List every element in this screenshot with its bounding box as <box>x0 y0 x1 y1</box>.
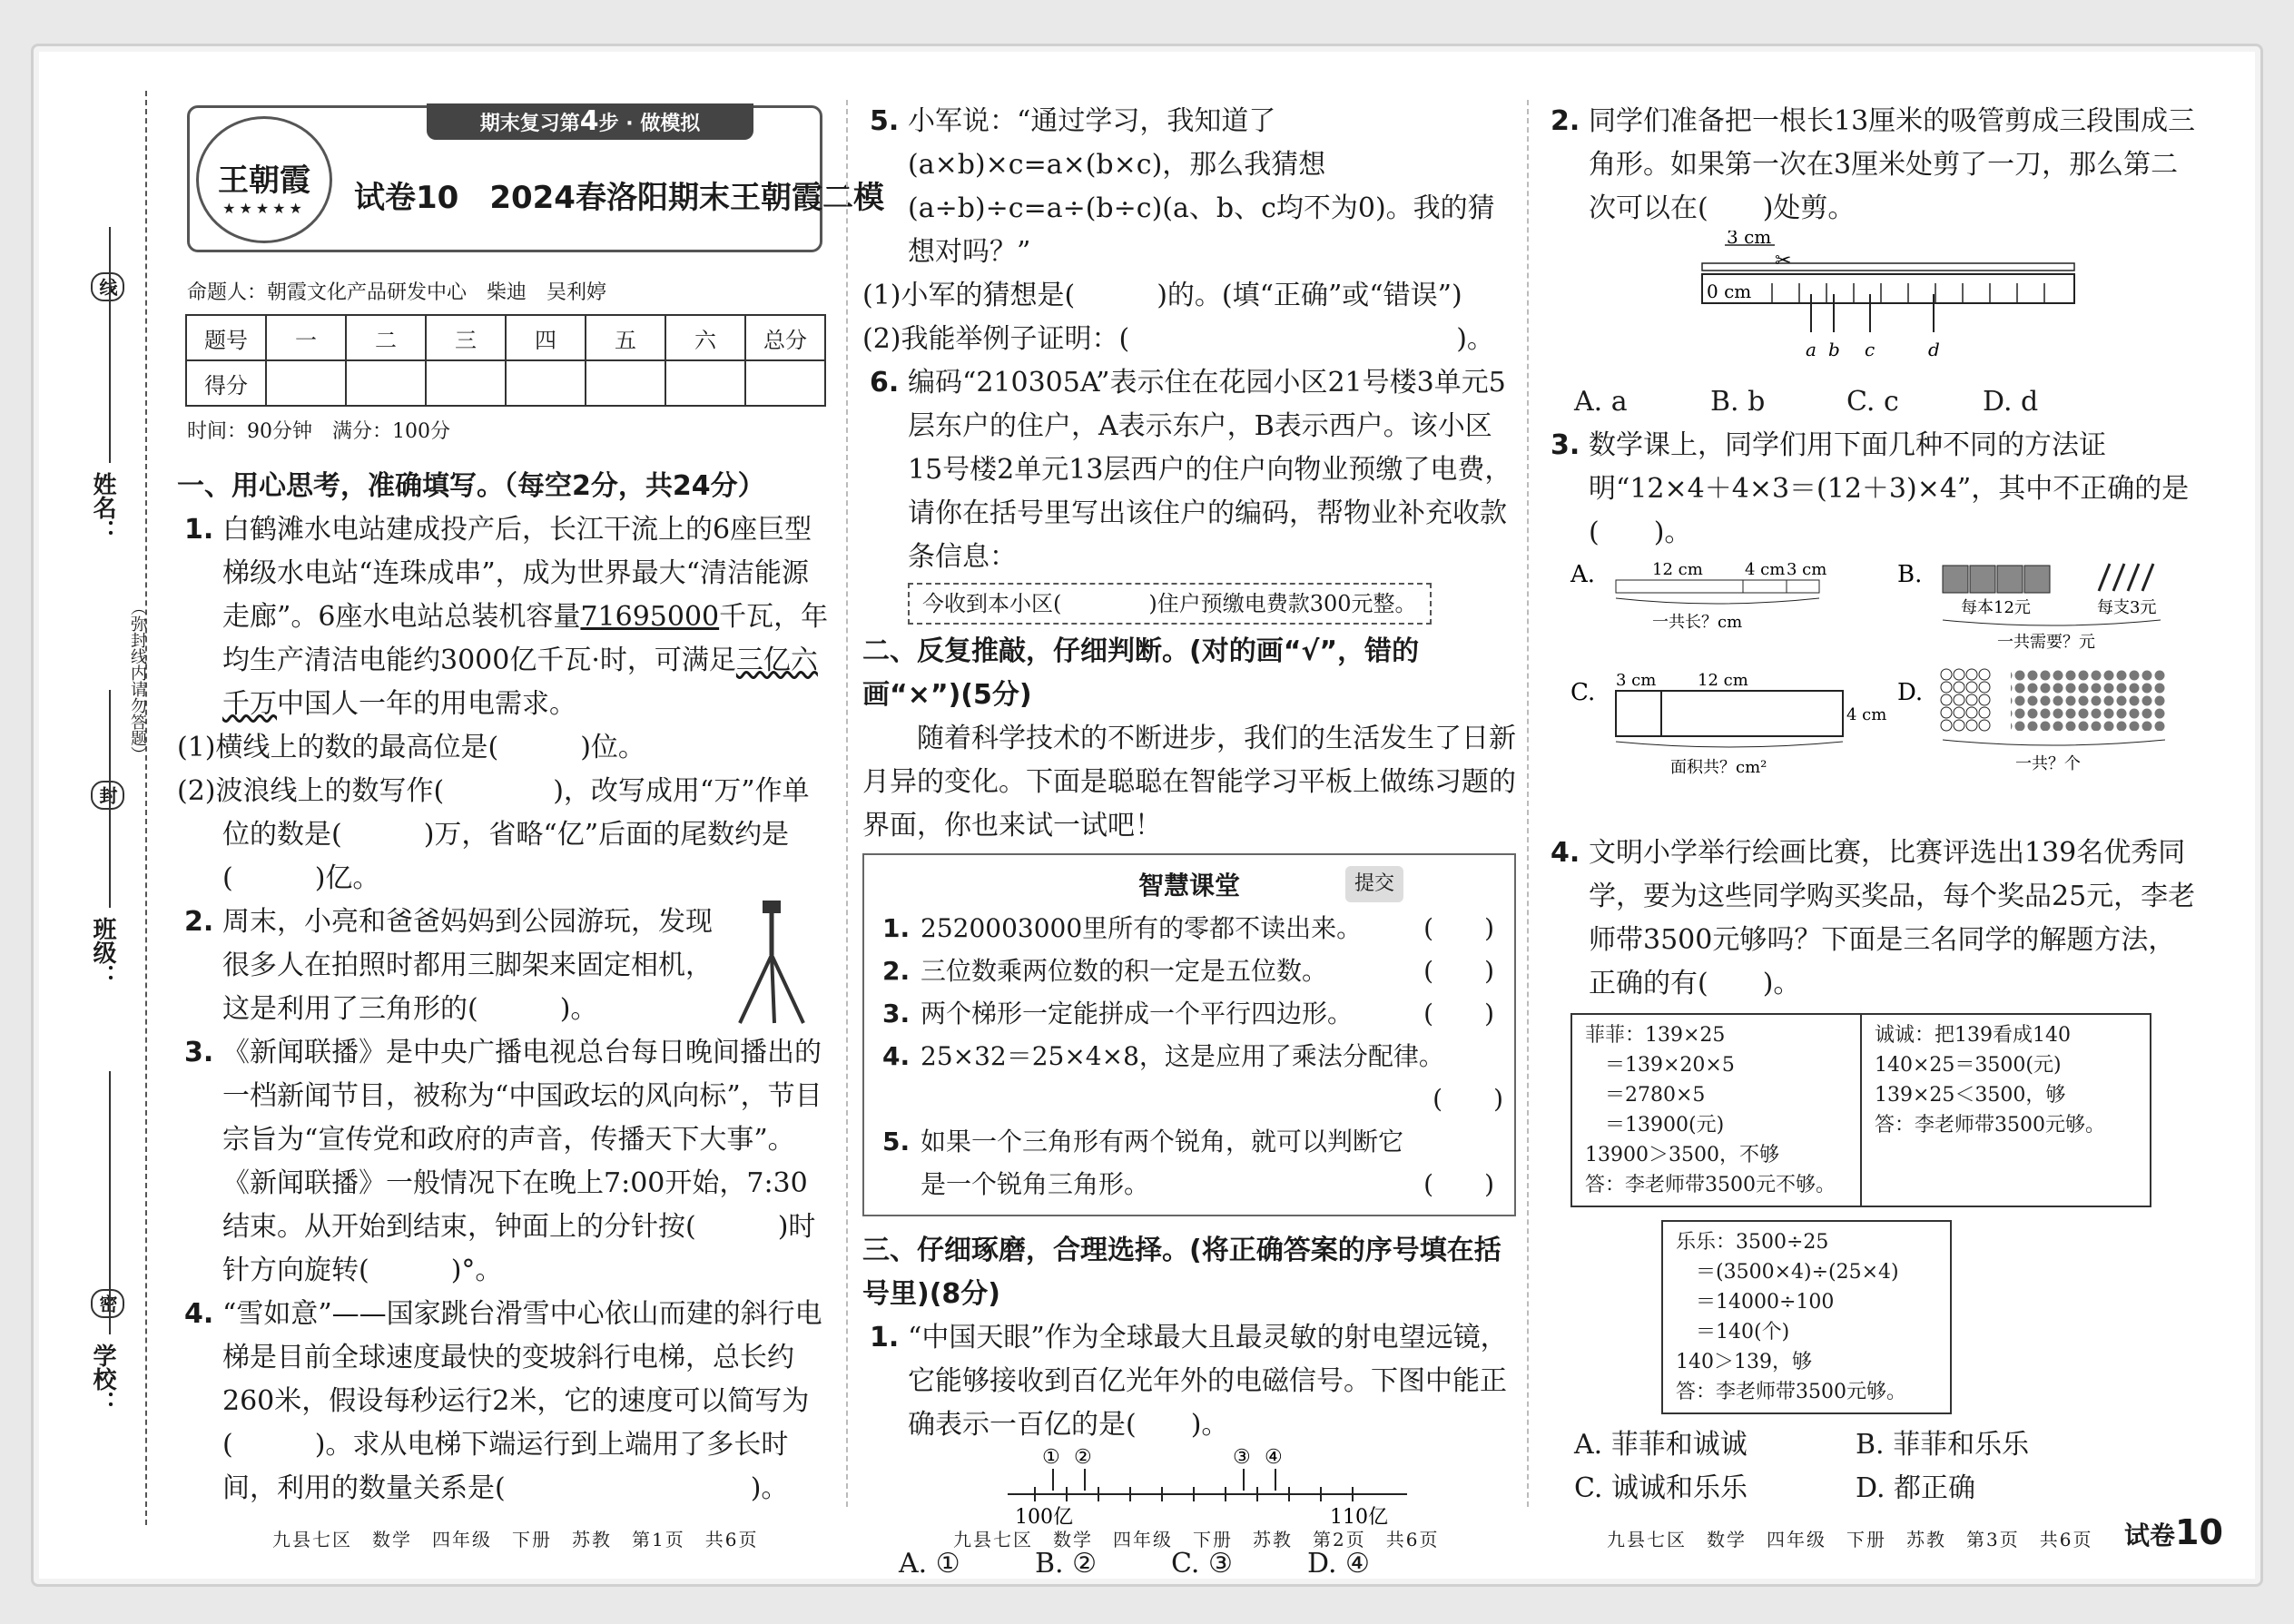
tripod-image <box>722 901 822 1028</box>
time-line: 时间：90分钟 满分：100分 <box>187 420 450 443</box>
section-1-heading: 一、用心思考，准确填写。（每空2分，共24分） <box>177 470 765 502</box>
solution-line: 诚诚：把139看成140 <box>1875 1024 2071 1047</box>
ruler-diagram <box>1616 231 2269 367</box>
nl-right-label: 110亿 <box>1330 1506 1388 1529</box>
score-cell[interactable] <box>745 360 825 406</box>
receipt-box: 今收到本小区( )住户预缴电费款300元整。 <box>908 583 1432 625</box>
footer-page-1: 九县七区 数学 四年级 下册 苏教 第1页 共6页 <box>272 1529 759 1550</box>
question-3-3: 3. 数学课上，同学们用下面几种不同的方法证明“12×4＋4×3＝(12＋3)×4”，其中不正确的是( )。 <box>1551 429 2190 548</box>
solution-line: ＝139×20×5 <box>1585 1054 1735 1077</box>
q6-text: 编码“210305A”表示住在花园小区21号楼3单元5层东户的住户，A表示东户，B表示西户。该小区15号楼2单元13层西户的住户向物业预缴了电费，请你在括号里写出该住户的编码，帮物业补充收款条信息： <box>908 367 1512 573</box>
judge-text: 25×32＝25×4×8，这是应用了乘法分配律。 <box>921 1041 1444 1071</box>
nl-mark: ④ <box>1265 1447 1283 1469</box>
q1-underlined-number: 71695000 <box>580 601 720 633</box>
solution-line: 乐乐：3500÷25 <box>1676 1231 1829 1254</box>
column-divider <box>846 100 848 1507</box>
logo-emblem <box>196 116 332 243</box>
solution-feifei <box>1570 1013 1861 1207</box>
nl-left-label: 100亿 <box>1015 1506 1073 1529</box>
paper-tag-prefix: 试卷 <box>2124 1521 2176 1550</box>
solution-line: 答：李老师带3500元够。 <box>1676 1381 1906 1403</box>
q3-1-text: “中国天眼”作为全球最大且最灵敏的射电望远镜，它能够接收到百亿光年外的电磁信号。下图中能正确表示一百亿的是( )。 <box>908 1322 1508 1441</box>
paper-tag <box>2124 1512 2223 1552</box>
school-field[interactable] <box>109 1071 111 1334</box>
q3-3-text: 数学课上，同学们用下面几种不同的方法证明“12×4＋4×3＝(12＋3)×4”，其中不正确的是( )。 <box>1589 429 2190 548</box>
score-table-header <box>186 315 825 360</box>
question-1-1-part2: (2)波浪线上的数写作( )，改写成用“万”作单位的数是( )万，省略“亿”后面的尾数约是( )亿。 <box>177 775 810 894</box>
option-b[interactable]: B. b <box>1710 386 1766 418</box>
ruler-mark: b <box>1828 339 1840 360</box>
solution-line: ＝(3500×4)÷(25×4) <box>1676 1261 1899 1284</box>
answer-paren[interactable]: ( ) <box>1423 999 1494 1029</box>
solution-line: 139×25＜3500，够 <box>1875 1084 2066 1107</box>
section-2-intro: 随着科学技术的不断进步，我们的生活发生了日新月异的变化。下面是聪聪在智能学习平板上做练习题的界面，你也来试一试吧！ <box>862 723 1516 842</box>
fig-c-label: 12 cm <box>1698 671 1748 690</box>
judge-item: 3. 两个梯形一定能拼成一个平行四边形。 ( ) <box>875 992 1503 1035</box>
score-header-cell: 六 <box>665 315 745 360</box>
question-1-3: 3. 《新闻联播》是中央广播电视总台每日晚间播出的一档新闻节目，被称为“中国政坛的风向标”，节目宗旨为“宣传党和政府的声音，传播天下大事”。《新闻联播》一般情况下在晚上7:00开始，7:30结束。从开始到结束，钟面上的分针按( )时针方向旋转( )°。 <box>184 1037 822 1286</box>
seal-mark-line: 线 <box>91 272 124 301</box>
option-a[interactable]: A. ① <box>899 1548 960 1580</box>
q3-text: 《新闻联播》是中央广播电视总台每日晚间播出的一档新闻节目，被称为“中国政坛的风向标”，节目宗旨为“宣传党和政府的声音，传播天下大事”。《新闻联播》一般情况下在晚上7:00开始，7:30结束。从开始到结束，钟面上的分针按( )时针方向旋转( )°。 <box>222 1037 822 1286</box>
section-3-heading: 三、仔细琢磨，合理选择。(将正确答案的序号填在括号里)(8分) <box>862 1235 1501 1310</box>
score-header-cell: 二 <box>346 315 426 360</box>
fig-c-label: 3 cm <box>1616 671 1657 690</box>
question-1-1-part1: (1)横线上的数的最高位是( )位。 <box>177 732 645 763</box>
footer-page-2: 九县七区 数学 四年级 下册 苏教 第2页 共6页 <box>953 1529 1440 1550</box>
solution-lele <box>1661 1220 1952 1414</box>
paper-tag-num: 10 <box>2175 1512 2223 1552</box>
judge-item: 2. 三位数乘两位数的积一定是五位数。 ( ) <box>875 950 1503 992</box>
column-divider <box>1527 100 1529 1507</box>
q3-4-options <box>1543 1423 2197 1511</box>
score-header-cell: 五 <box>586 315 665 360</box>
school-label: 学校： <box>89 1343 116 1414</box>
q1-text-a: 白鹤滩水电站建成投产后，长江干流上的6座巨型梯级水电站“连珠成串”，成为世界最大“清洁能源走廊”。6座水电站总装机容量 <box>222 514 812 633</box>
solution-chengcheng <box>1861 1013 2151 1207</box>
fig-b-caption: 一共需要？元 <box>1997 633 2095 652</box>
nl-mark: ① <box>1042 1447 1060 1469</box>
score-header-cell: 三 <box>426 315 506 360</box>
judge-item: 5. 如果一个三角形有两个锐角，就可以判断它是一个锐角三角形。 ( ) <box>875 1120 1503 1206</box>
method-figures <box>1543 555 2197 818</box>
step-prefix: 期末复习第 <box>479 113 580 135</box>
seal-mark-secret: 密 <box>91 1289 124 1318</box>
author-line: 命题人：朝霞文化产品研发中心 柴迪 吴利婷 <box>187 281 607 304</box>
answer-paren[interactable]: ( ) <box>1423 956 1494 986</box>
logo-stars: ★★★★★ <box>222 200 306 217</box>
fig-c-label: 4 cm <box>1846 705 1887 724</box>
solution-line: 140＞139，够 <box>1676 1351 1812 1373</box>
score-header-cell: 题号 <box>186 315 266 360</box>
solution-line: 13900＞3500，不够 <box>1585 1144 1779 1166</box>
option-d[interactable]: D. ④ <box>1307 1548 1370 1580</box>
score-table-row <box>186 360 825 406</box>
option-c[interactable]: C. 诚诚和乐乐 <box>1574 1472 1748 1504</box>
q5-text: 小军说：“通过学习，我知道了(a×b)×c=a×(b×c)，那么我猜想(a÷b)÷c=a÷(b÷c)(a、b、c均不为0)。我的猜想对吗？” <box>908 105 1495 268</box>
option-c[interactable]: C. c <box>1846 386 1899 418</box>
question-3-4: 4. 文明小学举行绘画比赛，比赛评选出139名优秀同学，要为这些同学购买奖品，每个奖品25元，李老师带3500元够吗？下面是三名同学的解题方法，正确的有( )。 <box>1551 837 2196 999</box>
q4-text: “雪如意”——国家跳台滑雪中心依山而建的斜行电梯是目前全球速度最快的变坡斜行电梯，总长约260米，假设每秒运行2米，它的速度可以简写为( )。求从电梯下端运行到上端用了多长时间，利用的数量关系是( )。 <box>222 1298 822 1504</box>
q3-4-text: 文明小学举行绘画比赛，比赛评选出139名优秀同学，要为这些同学购买奖品，每个奖品25元，李老师带3500元够吗？下面是三名同学的解题方法，正确的有( )。 <box>1589 837 2196 999</box>
solution-line: 答：李老师带3500元够。 <box>1875 1114 2105 1137</box>
fig-a-caption: 一共长？cm <box>1652 613 1743 632</box>
ruler-mark: d <box>1928 339 1940 360</box>
fig-a-label: 3 cm <box>1787 560 1827 579</box>
judge-text: 2520003000里所有的零都不读出来。 <box>921 913 1363 943</box>
fig-c-caption: 面积共？cm² <box>1670 758 1767 777</box>
question-1-2: 2. 周末，小亮和爸爸妈妈到公园游玩，发现很多人在拍照时都用三脚架来固定相机，这是利用了三角形的( )。 <box>177 901 831 1031</box>
fig-letter: C. <box>1570 679 1596 706</box>
step-num: 4 <box>579 105 599 137</box>
panel-title: 智慧课堂 <box>1137 871 1240 901</box>
score-table <box>185 314 826 407</box>
panel-header <box>875 864 1503 907</box>
fig-a-label: 12 cm <box>1652 560 1703 579</box>
score-header-cell: 总分 <box>745 315 825 360</box>
smart-class-panel <box>862 853 1516 1216</box>
option-d[interactable]: D. 都正确 <box>1856 1472 1976 1504</box>
seal-line <box>145 91 147 1525</box>
question-1-1: 1. 白鹤滩水电站建成投产后，长江干流上的6座巨型梯级水电站“连珠成串”，成为世界最大“清洁能源走廊”。6座水电站总装机容量71695000千瓦，年均生产清洁电能约3000亿千瓦·时，可满足三亿六千万中国人一年的用电需求。 <box>184 514 829 720</box>
solution-line: 答：李老师带3500元不够。 <box>1585 1174 1836 1196</box>
solution-line: ＝13900(元) <box>1585 1114 1725 1137</box>
solution-line: ＝14000÷100 <box>1676 1291 1835 1314</box>
q2-text: 周末，小亮和爸爸妈妈到公园游玩，发现很多人在拍照时都用三脚架来固定相机，这是利用了三角形的( )。 <box>222 906 713 1025</box>
seal-mark-seal: 封 <box>91 781 124 810</box>
column-1 <box>177 465 831 1511</box>
class-field[interactable] <box>109 690 111 908</box>
fig-b-label: 每本12元 <box>1961 598 2031 617</box>
class-label: 班级： <box>89 917 116 988</box>
step-suffix: 步 · 做模拟 <box>598 113 701 135</box>
judge-item: 4. 25×32＝25×4×8，这是应用了乘法分配律。 ( ) <box>875 1035 1503 1120</box>
submit-button[interactable]: 提交 <box>1345 866 1403 902</box>
option-d[interactable]: D. d <box>1983 386 2039 418</box>
answer-paren[interactable]: ( ) <box>1423 913 1494 943</box>
ruler-mark: c <box>1865 339 1876 360</box>
question-1-5-part1: (1)小军的猜想是( )的。(填“正确”或“错误”) <box>862 280 1462 311</box>
option-a[interactable]: A. 菲菲和诚诚 <box>1574 1429 1748 1461</box>
name-label: 姓名： <box>89 472 116 543</box>
score-cell[interactable] <box>506 360 586 406</box>
score-cell[interactable] <box>346 360 426 406</box>
paper-title: 试卷10 2024春洛阳期末王朝霞二模 <box>354 180 884 216</box>
step-tag <box>427 103 753 140</box>
column-3 <box>1543 100 2197 1511</box>
scissors-icon: ✂ <box>1775 250 1792 272</box>
option-a[interactable]: A. a <box>1574 386 1628 418</box>
solution-line: 菲菲：139×25 <box>1585 1024 1726 1047</box>
question-1-4: 4. “雪如意”——国家跳台滑雪中心依山而建的斜行电梯是目前全球速度最快的变坡斜行电梯，总长约260米，假设每秒运行2米，它的速度可以简写为( )。求从电梯下端运行到上端用了多长时间，利用的数量关系是( )。 <box>184 1298 822 1504</box>
score-row-label: 得分 <box>186 360 266 406</box>
score-header-cell: 四 <box>506 315 586 360</box>
answer-paren[interactable]: ( ) <box>1423 1169 1494 1199</box>
fig-d-caption: 一共？个 <box>2015 754 2081 773</box>
ruler-zero: 0 cm <box>1707 281 1752 302</box>
option-b[interactable]: B. 菲菲和乐乐 <box>1856 1429 2030 1461</box>
fig-letter: A. <box>1570 561 1596 588</box>
judge-text: 两个梯形一定能拼成一个平行四边形。 <box>921 999 1354 1029</box>
footer-page-3: 九县七区 数学 四年级 下册 苏教 第3页 共6页 <box>1607 1529 2093 1550</box>
nl-mark: ② <box>1074 1447 1092 1469</box>
option-c[interactable]: C. ③ <box>1171 1548 1233 1580</box>
fig-b-label: 每支3元 <box>2097 598 2157 617</box>
logo-text: 王朝霞 <box>218 162 310 199</box>
q1-text-b: 千瓦，年均生产清洁电能约3000亿千瓦·时，可满足 <box>222 601 829 676</box>
seal-note: （弥封线内请勿答题） <box>128 599 147 763</box>
q1-text-c: 中国人一年的用电需求。 <box>277 688 576 720</box>
answer-paren[interactable]: ( ) <box>1433 1084 1503 1114</box>
judge-item: 1. 2520003000里所有的零都不读出来。 ( ) <box>875 907 1503 950</box>
judge-text: 如果一个三角形有两个锐角，就可以判断它是一个锐角三角形。 <box>921 1127 1404 1199</box>
score-cell[interactable] <box>426 360 506 406</box>
question-1-6: 6. 编码“210305A”表示住在花园小区21号楼3单元5层东户的住户，A表示东户，B表示西户。该小区15号楼2单元13层西户的住户向物业预缴了电费，请你在括号里写出该住户的编码，帮物业补充收款条信息： <box>870 367 1512 573</box>
q3-2-options <box>1543 380 2197 424</box>
solution-line: 140×25＝3500(元) <box>1875 1054 2062 1077</box>
nl-mark: ③ <box>1233 1447 1251 1469</box>
solution-boxes-top <box>1570 1013 2151 1207</box>
name-field[interactable] <box>109 227 111 463</box>
q3-2-text: 同学们准备把一根长13厘米的吸管剪成三段围成三角形。如果第一次在3厘米处剪了一刀，那么第二次可以在( )处剪。 <box>1589 105 2196 224</box>
section-2-heading: 二、反复推敲，仔细判断。(对的画“√”，错的画“×”)(5分) <box>862 635 1420 711</box>
judge-text: 三位数乘两位数的积一定是五位数。 <box>921 956 1328 986</box>
fig-a-label: 4 cm <box>1745 560 1786 579</box>
column-2 <box>862 100 1516 1586</box>
score-cell[interactable] <box>586 360 665 406</box>
number-line <box>862 1447 1516 1529</box>
solution-line: ＝140(个) <box>1676 1321 1790 1343</box>
option-b[interactable]: B. ② <box>1035 1548 1098 1580</box>
score-cell[interactable] <box>266 360 346 406</box>
question-1-5-part2: (2)我能举例子证明：( )。 <box>862 323 1494 355</box>
question-3-1: 1. “中国天眼”作为全球最大且最灵敏的射电望远镜，它能够接收到百亿光年外的电磁信号。下图中能正确表示一百亿的是( )。 <box>870 1322 1508 1441</box>
ruler-mark: a <box>1806 339 1816 360</box>
solution-line: ＝2780×5 <box>1585 1084 1706 1107</box>
question-1-5: 5. 小军说：“通过学习，我知道了(a×b)×c=a×(b×c)，那么我猜想(a÷b)÷c=a÷(b÷c)(a、b、c均不为0)。我的猜想对吗？” <box>870 105 1495 268</box>
question-3-2: 2. 同学们准备把一根长13厘米的吸管剪成三段围成三角形。如果第一次在3厘米处剪了一刀，那么第二次可以在( )处剪。 <box>1551 105 2196 224</box>
score-cell[interactable] <box>665 360 745 406</box>
ruler-top-label: 3 cm <box>1727 231 1772 248</box>
score-header-cell: 一 <box>266 315 346 360</box>
fig-letter: B. <box>1897 561 1923 588</box>
q1-wavy-number: 三亿六千万 <box>222 645 818 720</box>
fig-letter: D. <box>1897 679 1924 706</box>
